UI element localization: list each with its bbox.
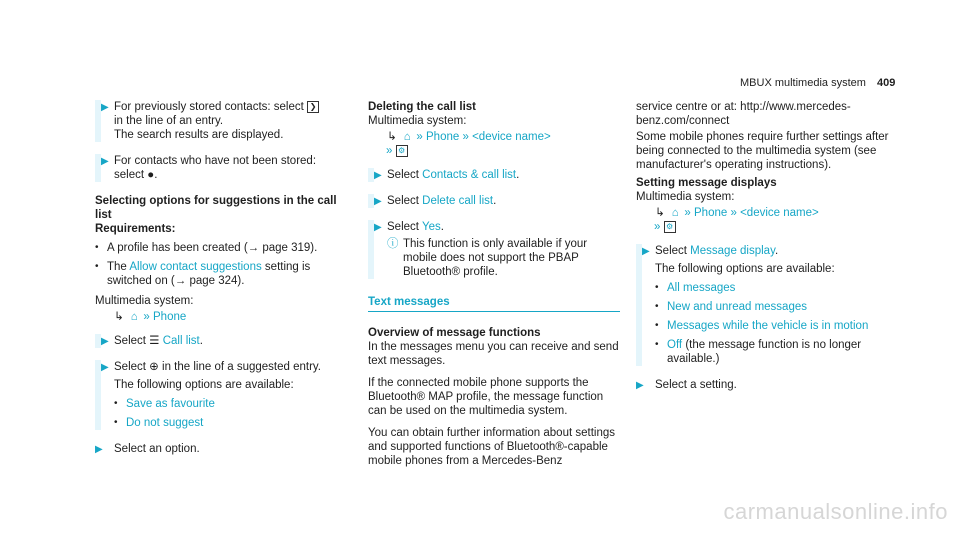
text-span: Select bbox=[655, 245, 687, 257]
return-arrow-icon: ↳ bbox=[387, 131, 397, 143]
step-arrow-icon: ▶ bbox=[95, 444, 103, 455]
text-span: Select bbox=[387, 195, 419, 207]
requirements-label: Requirements: bbox=[95, 223, 176, 235]
list-item bbox=[95, 260, 345, 288]
double-chevron-icon: » bbox=[462, 131, 469, 143]
system-label: Multimedia system: bbox=[95, 295, 194, 307]
text-span: Contacts & call list bbox=[422, 169, 517, 181]
text-span: For contacts who have not been stored: bbox=[114, 155, 317, 167]
text-span: The following options are available: bbox=[655, 263, 835, 275]
settings-icon: ⚙ bbox=[396, 145, 408, 157]
text-span: Phone bbox=[153, 311, 187, 323]
step-arrow-icon: ▶ bbox=[374, 196, 382, 207]
text-span: Select a setting. bbox=[655, 379, 737, 391]
text-span: Message display bbox=[690, 245, 775, 257]
text-span: The search results are displayed. bbox=[114, 129, 284, 141]
text-span: Allow contact suggestions bbox=[129, 261, 262, 273]
step-arrow-icon: ▶ bbox=[101, 362, 109, 373]
text-span: Phone bbox=[426, 131, 460, 143]
option-item: • Messages while the vehicle is in motion bbox=[655, 319, 898, 333]
text-span bbox=[387, 237, 620, 279]
text-span: Phone bbox=[694, 207, 728, 219]
header-title: MBUX multimedia system bbox=[740, 77, 866, 89]
return-arrow-icon: ↳ bbox=[655, 207, 665, 219]
sub-heading: Overview of message functions bbox=[368, 327, 541, 339]
text-span: Select bbox=[387, 169, 419, 181]
option-item: • Save as favourite bbox=[114, 397, 345, 411]
option-item: • All messages bbox=[655, 281, 898, 295]
dropdown-icon: ⊕ bbox=[149, 361, 159, 373]
menu-path bbox=[386, 130, 620, 158]
instruction-step: ▶ Select Message display. The following options are available: • All messages • New and unread messages • Messages while the vehicle is in motion • Off (the message function is no longer available.) bbox=[636, 244, 898, 366]
step-arrow-icon: ▶ bbox=[636, 380, 644, 391]
text-span: select ●. bbox=[114, 169, 158, 181]
text-span: Delete call list bbox=[422, 195, 494, 207]
text-span: service centre or at: http://www.mercedes-benz.com/connect bbox=[636, 101, 851, 127]
instruction-step bbox=[95, 100, 345, 142]
step-arrow-icon: ▶ bbox=[642, 246, 650, 257]
section-heading: Setting message displays bbox=[636, 177, 777, 189]
speech-bubble-icon: ● bbox=[147, 169, 155, 181]
text-span: <device name> bbox=[740, 207, 819, 219]
text-span: Yes bbox=[421, 221, 441, 233]
text-span: Multimedia system: bbox=[636, 191, 735, 203]
step-arrow-icon: ▶ bbox=[101, 156, 109, 167]
instruction-step: ▶ Select Yes. ⓘ This function is only available if your mobile does not support the PBAP Bluetooth® profile. bbox=[368, 220, 620, 279]
double-chevron-icon: » bbox=[386, 145, 393, 157]
double-chevron-icon: » bbox=[730, 207, 737, 219]
step-arrow-icon: ▶ bbox=[101, 336, 109, 347]
column-3 bbox=[636, 100, 898, 404]
text-span: For previously stored contacts: select bbox=[114, 101, 304, 113]
text-span: The bbox=[107, 261, 127, 273]
option-item: • Do not suggest bbox=[114, 416, 345, 430]
instruction-step bbox=[636, 378, 898, 392]
option-item bbox=[655, 338, 898, 366]
page-number: 409 bbox=[876, 77, 896, 89]
instruction-step: ▶ Select Contacts & call list. bbox=[368, 168, 620, 182]
text-span: This function is only available if your mobile does not support the PBAP Bluetooth® profile. bbox=[403, 238, 588, 278]
double-chevron-icon: » bbox=[684, 207, 691, 219]
double-chevron-icon: » bbox=[654, 221, 661, 233]
step-arrow-icon: ▶ bbox=[374, 170, 382, 181]
text-span: Some mobile phones require further settings after being connected to the multimedia system (see manufacturer's operating instructions). bbox=[636, 131, 889, 171]
instruction-step: ▶ Select Delete call list. bbox=[368, 194, 620, 208]
menu-path bbox=[654, 206, 898, 234]
instruction-step bbox=[95, 154, 345, 182]
text-span: The following options are available: bbox=[114, 379, 294, 391]
step-arrow-icon: ▶ bbox=[101, 102, 109, 113]
section-title: Text messages bbox=[368, 295, 620, 312]
instruction-step bbox=[95, 360, 345, 430]
text-span: <device name> bbox=[472, 131, 551, 143]
menu-path bbox=[113, 310, 345, 324]
double-chevron-icon: » bbox=[143, 311, 150, 323]
text-span: Select bbox=[114, 361, 146, 373]
home-icon: ⌂ bbox=[403, 131, 411, 143]
system-label: Multimedia system: bbox=[368, 115, 467, 127]
return-arrow-icon: ↳ bbox=[114, 311, 124, 323]
text-span: You can obtain further information about settings and supported functions of Bluetooth®-capable mobile phones from a Mercedes-Benz bbox=[368, 427, 615, 467]
section-heading: Deleting the call list bbox=[368, 101, 476, 113]
text-span: in the line of a suggested entry. bbox=[162, 361, 321, 373]
text-span: setting is switched on (→ page 324). bbox=[107, 261, 311, 287]
instruction-step bbox=[95, 442, 345, 456]
text-span bbox=[114, 100, 345, 114]
text-span: Select bbox=[114, 335, 146, 347]
list-icon: ☰ bbox=[149, 335, 160, 347]
watermark: carmanualsonline.info bbox=[723, 499, 948, 524]
section-heading: Selecting options for suggestions in the call list bbox=[95, 195, 337, 221]
page-header bbox=[740, 77, 895, 89]
list-item: • A profile has been created (→ page 319). bbox=[95, 241, 345, 255]
text-span: Select an option. bbox=[114, 443, 200, 455]
text-span: Off bbox=[667, 339, 683, 351]
home-icon: ⌂ bbox=[130, 311, 138, 323]
text-span: in the line of an entry. bbox=[114, 115, 224, 127]
instruction-step: ▶ Select ☰ Call list. bbox=[95, 334, 345, 348]
text-span: (the message function is no longer available.) bbox=[667, 339, 862, 365]
double-chevron-icon: » bbox=[416, 131, 423, 143]
column-2 bbox=[368, 100, 620, 470]
chevron-right-icon: ❯ bbox=[307, 101, 319, 113]
text-span: Call list bbox=[162, 335, 200, 347]
option-item: • New and unread messages bbox=[655, 300, 898, 314]
settings-icon: ⚙ bbox=[664, 221, 676, 233]
home-icon: ⌂ bbox=[671, 207, 679, 219]
text-span: Select bbox=[387, 221, 419, 233]
step-arrow-icon: ▶ bbox=[374, 222, 382, 233]
info-icon: ⓘ bbox=[387, 238, 399, 250]
text-span: If the connected mobile phone supports the Bluetooth® MAP profile, the message function can be used on the multimedia system. bbox=[368, 377, 604, 417]
column-1 bbox=[95, 100, 345, 468]
text-span: In the messages menu you can receive and send text messages. bbox=[368, 341, 619, 367]
text-span: select bbox=[114, 169, 145, 181]
